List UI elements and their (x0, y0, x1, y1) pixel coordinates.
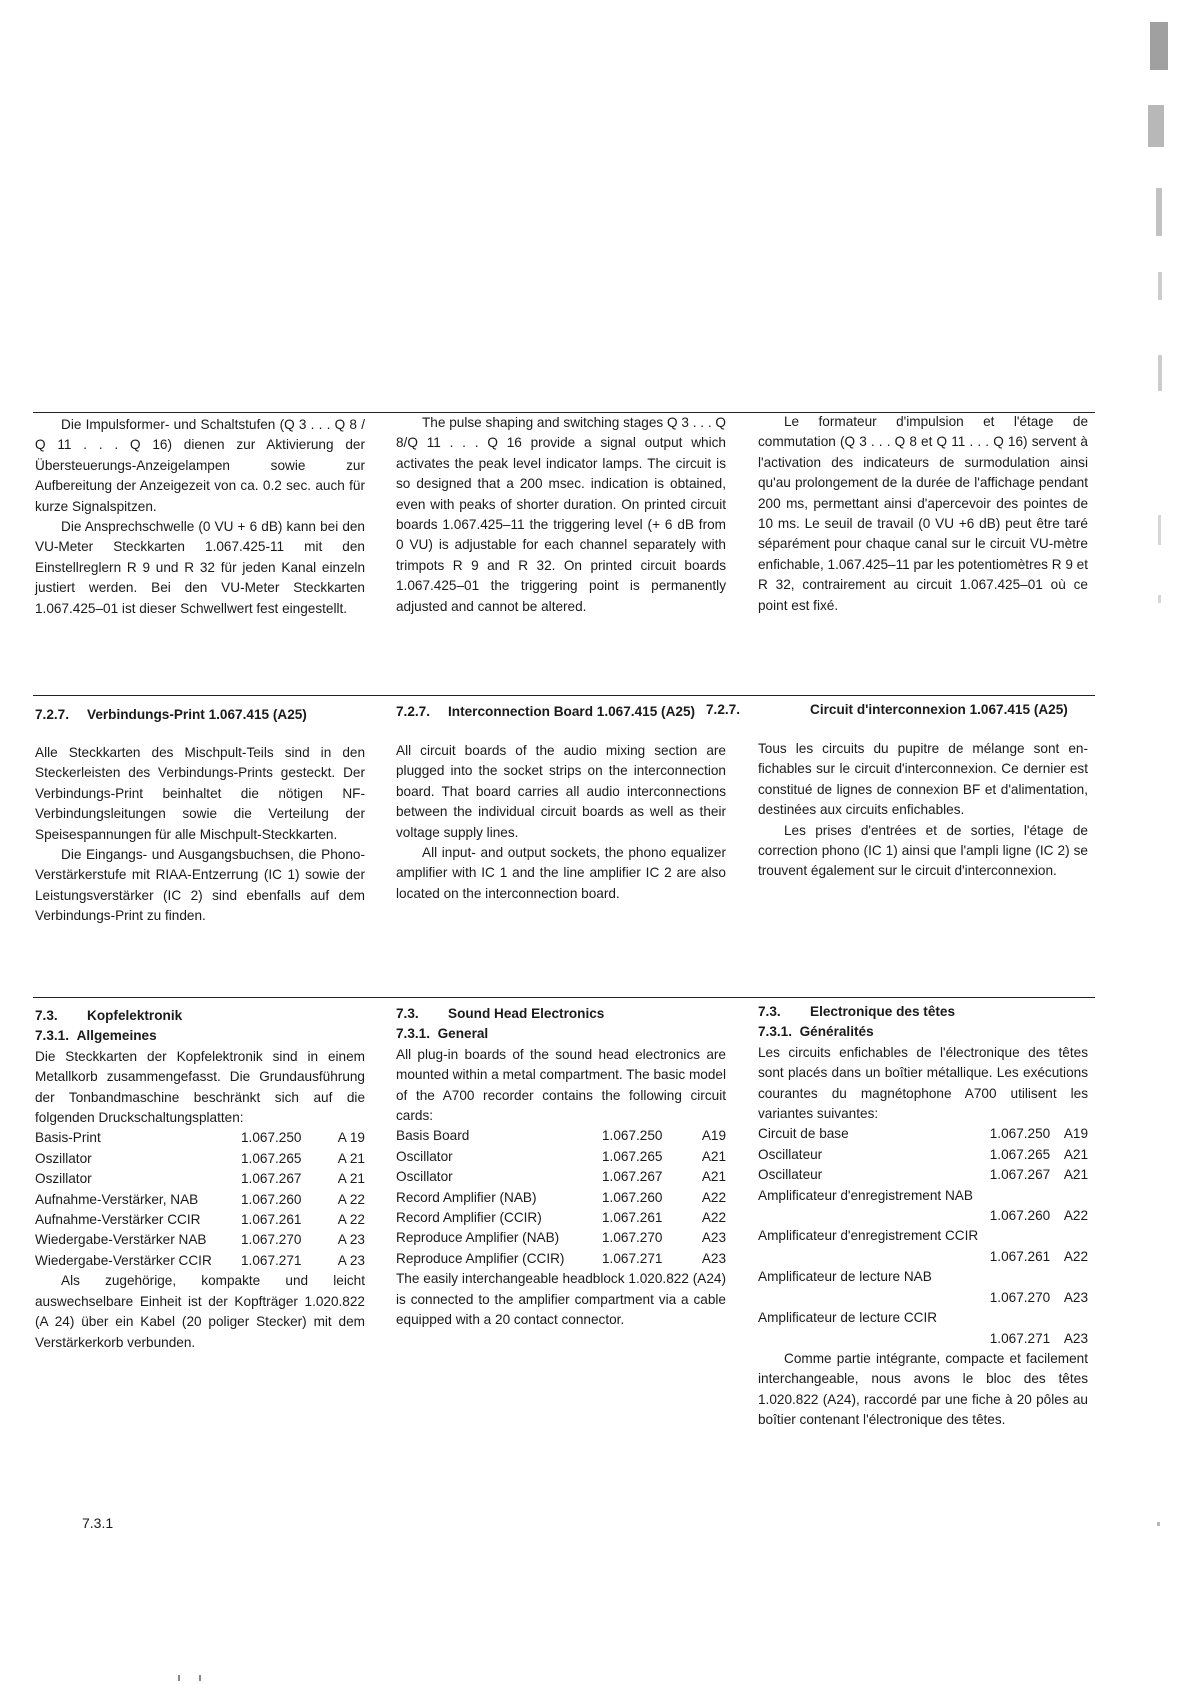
scan-artifact (1158, 515, 1161, 545)
card-part: 1.067.267 (989, 1167, 1051, 1183)
card-part: 1.067.250 (241, 1130, 302, 1146)
card-ref: A22 (701, 1210, 726, 1226)
table-row (396, 1126, 726, 1146)
paragraph: Alle Steckkarten des Mischpult-Teils sind in den Steckerleisten des Verbindungs-Prints gesteckt. Der Verbindungs-Print beinhaltet die nötigen NF-Verbindungsleitungen sowie die Verteilung der Speisespannungen für alle Mischpult-Steckkarten. (35, 745, 365, 842)
paragraph: All circuit boards of the audio mixing section are plugged into the socket strips on the interconnection board. That board carries all audio interconnections between the individual circuit boards as well as their voltage supply lines. (396, 743, 726, 840)
subsection-title: Allgemeines (76, 1028, 157, 1044)
paragraph: All plug-in boards of the sound head electronics are mounted within a metal compartment. The basic model of the A700 recorder contains the following circuit cards: (396, 1046, 726, 1124)
section-heading (35, 1006, 365, 1026)
list-item (758, 1267, 1088, 1308)
card-name: Amplificateur d'enregistrement CCIR (758, 1228, 979, 1244)
list-item (758, 1308, 1088, 1349)
card-name: Reproduce Amplifier (NAB) (396, 1230, 560, 1246)
list-item (758, 1145, 1088, 1165)
section-title: Interconnection Board 1.067.415 (A25) (448, 704, 696, 719)
card-part: 1.067.265 (602, 1148, 663, 1164)
card-part: 1.067.260 (602, 1189, 663, 1205)
subsection-heading (35, 1026, 365, 1046)
card-name: Aufnahme-Verstärker, NAB (35, 1191, 199, 1207)
section-number: 7.3. (758, 1004, 781, 1019)
card-ref: A21 (701, 1169, 726, 1185)
card-ref: A22 (1063, 1248, 1088, 1264)
page-number: 7.3.1 (82, 1515, 114, 1531)
paragraph: Comme partie intégrante, compacte et facilement interchangeable, nous avons le bloc des têtes 1.020.822 (A24), raccordé par une fiche à 20 pôles au boîtier contenant l'électronique des têtes. (758, 1350, 1088, 1428)
card-ref: A22 (701, 1189, 726, 1205)
scan-artifact (1158, 595, 1161, 603)
subsection-number: 7.3.1. (758, 1024, 793, 1040)
scan-artifact (1158, 272, 1162, 300)
card-ref: A21 (1063, 1167, 1088, 1183)
pulse-text-fr (758, 412, 1088, 616)
table-row (35, 1251, 365, 1271)
scan-artifact (1157, 1522, 1160, 1526)
paragraph: Die Steckkarten der Kopfelektronik sind in einem Metallkorb zusammengefasst. Die Grundausführung der Tonbandmaschine beschränkt sich auf die folgenden Druckschaltungsplatten: (35, 1048, 365, 1126)
head-electronics-en (396, 1004, 726, 1331)
card-ref: A22 (1063, 1208, 1088, 1224)
table-row (396, 1147, 726, 1167)
card-ref: A23 (1063, 1289, 1088, 1305)
section-title: Electronique des têtes (810, 1004, 956, 1019)
card-ref: A23 (1063, 1330, 1088, 1346)
card-part: 1.067.271 (602, 1250, 663, 1266)
section-title: Verbindungs-Print 1.067.415 (A25) (87, 707, 307, 722)
card-name: Aufnahme-Verstärker CCIR (35, 1212, 201, 1228)
card-ref: A23 (701, 1230, 726, 1246)
card-name: Basis-Print (35, 1130, 101, 1146)
table-row (35, 1230, 365, 1250)
paragraph: Le formateur d'impulsion et l'étage de commutation (Q 3 . . . Q 8 et Q 11 . . . Q 16) servent à l'activation des indicateurs de surmodulation ainsi qu'au prolongement de la durée de l'affichage pendant 200 ms, permettant ainsi d'apercevoir des pointes de 10 ms. Le seuil de travail (0 VU +6 dB) peut être taré séparément pour chaque canal sur le circuit VU-mètre enfichable, 1.067.425–11 par les potentiomètres R 9 et R 32, contrairement au circuit 1.067.425–01 où ce point est fixé. (758, 414, 1088, 613)
card-part: 1.067.261 (602, 1210, 663, 1226)
table-row (35, 1149, 365, 1169)
scan-artifact (1150, 22, 1168, 70)
card-ref: A 23 (337, 1232, 365, 1248)
card-ref: A19 (701, 1128, 726, 1144)
list-item (758, 1226, 1088, 1267)
paragraph: Die Ansprechschwelle (0 VU + 6 dB) kann bei den VU-Meter Steckkarten 1.067.425-11 mit den Einstellreglern R 9 und R 32 für jeden Kanal einzeln justiert werden. Bei den VU-Meter Steckkarten 1.067.425–01 ist dieser Schwellwert fest eingestellt. (35, 519, 365, 616)
section-number: 7.3. (35, 1008, 58, 1023)
card-name: Oscillator (396, 1148, 453, 1164)
paragraph: Tous les circuits du pupitre de mélange sont enfichables sur le circuit d'interconnexion. Ce dernier est constitué de lignes de connexion BF et d'alimentation, destinées aux circuits enfichables. (758, 741, 1088, 818)
subsection-number: 7.3.1. (396, 1026, 431, 1042)
section-number: 7.2.7. (35, 707, 70, 722)
section-title: Circuit d'interconnexion 1.067.415 (A25) (810, 702, 1068, 717)
paragraph: Als zugehörige, kompakte und leicht auswechselbare Einheit ist der Kopfträger 1.020.822 (A 24) über ein Kabel (20 poliger Stecker) mit dem Verstärkerkorb verbunden. (35, 1273, 365, 1350)
card-part: 1.067.265 (241, 1150, 302, 1166)
card-part: 1.067.260 (241, 1191, 302, 1207)
table-row (35, 1210, 365, 1230)
card-ref: A19 (1063, 1126, 1088, 1142)
section-title: Kopfelektronik (87, 1008, 183, 1023)
card-part: 1.067.270 (241, 1232, 302, 1248)
rule-73 (33, 997, 1095, 998)
table-row (35, 1190, 365, 1210)
subsection-heading (758, 1022, 1088, 1042)
section-title: Sound Head Electronics (448, 1006, 605, 1021)
card-part: 1.067.271 (241, 1252, 302, 1268)
subsection-title: General (437, 1026, 489, 1042)
card-name: Wiedergabe-Verstärker NAB (35, 1232, 207, 1248)
subsection-heading (396, 1024, 726, 1044)
card-ref: A21 (701, 1148, 726, 1164)
card-part: 1.067.270 (989, 1289, 1051, 1305)
card-part: 1.067.267 (602, 1169, 663, 1185)
section-heading-fr (706, 700, 1093, 720)
section-heading-de (35, 705, 365, 725)
section-number: 7.3. (396, 1006, 419, 1021)
card-table (35, 1128, 365, 1271)
card-part: 1.067.250 (989, 1126, 1051, 1142)
card-ref: A 22 (337, 1212, 365, 1228)
card-ref: A 19 (337, 1130, 365, 1146)
card-name: Oszillator (35, 1150, 92, 1166)
paragraph: All input- and output sockets, the phono equalizer amplifier with IC 1 and the line amplifier IC 2 are also located on the interconnection board. (396, 845, 726, 901)
card-part: 1.067.265 (989, 1146, 1051, 1162)
section-number: 7.2.7. (396, 704, 431, 719)
card-name: Reproduce Amplifier (CCIR) (396, 1250, 565, 1266)
card-name: Oscillator (396, 1169, 453, 1185)
table-row (396, 1249, 726, 1269)
card-ref: A 21 (337, 1150, 365, 1166)
card-name: Oscillateur (758, 1167, 823, 1183)
table-row (35, 1169, 365, 1189)
table-row (396, 1167, 726, 1187)
section-number: 7.2.7. (706, 702, 741, 717)
list-item (758, 1165, 1088, 1185)
pulse-text-en (396, 413, 726, 617)
scan-artifact (178, 1675, 180, 1681)
card-name: Basis Board (396, 1128, 470, 1144)
card-name: Oszillator (35, 1171, 92, 1187)
scan-artifact (199, 1675, 201, 1681)
section-heading-en (396, 702, 726, 722)
card-part: 1.067.270 (602, 1230, 663, 1246)
card-ref: A 23 (337, 1252, 365, 1268)
pulse-text-de (35, 415, 365, 619)
interconnect-text-de (35, 743, 365, 927)
scan-artifact (1148, 105, 1164, 147)
card-name: Circuit de base (758, 1126, 849, 1142)
scan-artifact (1156, 188, 1162, 236)
scan-artifact (1158, 355, 1162, 391)
card-name: Amplificateur de lecture CCIR (758, 1310, 938, 1326)
paragraph: Die Eingangs- und Ausgangsbuchsen, die Phono-Verstärkerstufe mit RIAA-Entzerrung (IC 1) sowie der Leistungsverstärker (IC 2) sind ebenfalls auf dem Verbindungs-Print zu finden. (35, 847, 365, 924)
card-part: 1.067.267 (241, 1171, 302, 1187)
card-name: Record Amplifier (NAB) (396, 1189, 537, 1205)
table-row (396, 1208, 726, 1228)
card-table (396, 1126, 726, 1269)
card-name: Record Amplifier (CCIR) (396, 1210, 542, 1226)
card-ref: A 22 (337, 1191, 365, 1207)
paragraph: Les prises d'entrées et de sorties, l'étage de correction phono (IC 1) ainsi que l'ampli ligne (IC 2) se trouvent également sur le circuit d'interconnexion. (758, 822, 1088, 879)
card-ref: A21 (1063, 1146, 1088, 1162)
section-heading (758, 1002, 1088, 1022)
card-part: 1.067.250 (602, 1128, 663, 1144)
subsection-number: 7.3.1. (35, 1028, 70, 1044)
paragraph: The pulse shaping and switching stages Q 3 . . . Q 8/Q 11 . . . Q 16 provide a signal output which activates the peak level indicator lamps. The circuit is so designed that a 200 msec. indication is obtained, even with peaks of shorter duration. On printed circuit boards 1.067.425–11 the triggering level (+ 6 dB from 0 VU) is adjustable for each channel separately with trimpots R 9 and R 32. On printed circuit boards 1.067.425–01 the triggering point is permanently adjusted and cannot be altered. (396, 415, 726, 614)
table-row (396, 1228, 726, 1248)
card-name: Amplificateur d'enregistrement NAB (758, 1187, 973, 1203)
section-heading (396, 1004, 726, 1024)
card-name: Oscillateur (758, 1146, 823, 1162)
interconnect-text-en (396, 741, 726, 904)
card-name: Wiedergabe-Verstärker CCIR (35, 1252, 212, 1268)
table-row (35, 1128, 365, 1148)
head-electronics-fr (758, 1002, 1088, 1431)
card-part: 1.067.261 (989, 1248, 1051, 1264)
card-part: 1.067.260 (989, 1208, 1051, 1224)
card-ref: A23 (701, 1250, 726, 1266)
card-part: 1.067.271 (989, 1330, 1051, 1346)
rule-727 (33, 695, 1095, 696)
interconnect-text-fr (758, 739, 1088, 882)
head-electronics-de (35, 1006, 365, 1353)
paragraph: The easily interchangeable headblock 1.020.822 (A24) is connected to the amplifier compartment via a cable equipped with a 20 contact connector. (396, 1271, 726, 1328)
paragraph: Die Impulsformer- und Schaltstufen (Q 3 . . . Q 8 / Q 11 . . . Q 16) dienen zur Aktivierung der Übersteuerungs-Anzeigelampen sowie zur Aufbereitung der Anzeigezeit von ca. 0.2 sec. auch für kurze Signalspitzen. (35, 417, 365, 514)
card-part: 1.067.261 (241, 1212, 302, 1228)
card-ref: A 21 (337, 1171, 365, 1187)
list-item (758, 1186, 1088, 1227)
list-item (758, 1124, 1088, 1144)
card-name: Amplificateur de lecture NAB (758, 1269, 932, 1285)
table-row (396, 1188, 726, 1208)
paragraph: Les circuits enfichables de l'électronique des têtes sont placés dans un boîtier métallique. Les exécutions courantes du magnétophone A700 utilisent les variantes suivantes: (758, 1044, 1088, 1122)
subsection-title: Généralités (799, 1024, 874, 1040)
